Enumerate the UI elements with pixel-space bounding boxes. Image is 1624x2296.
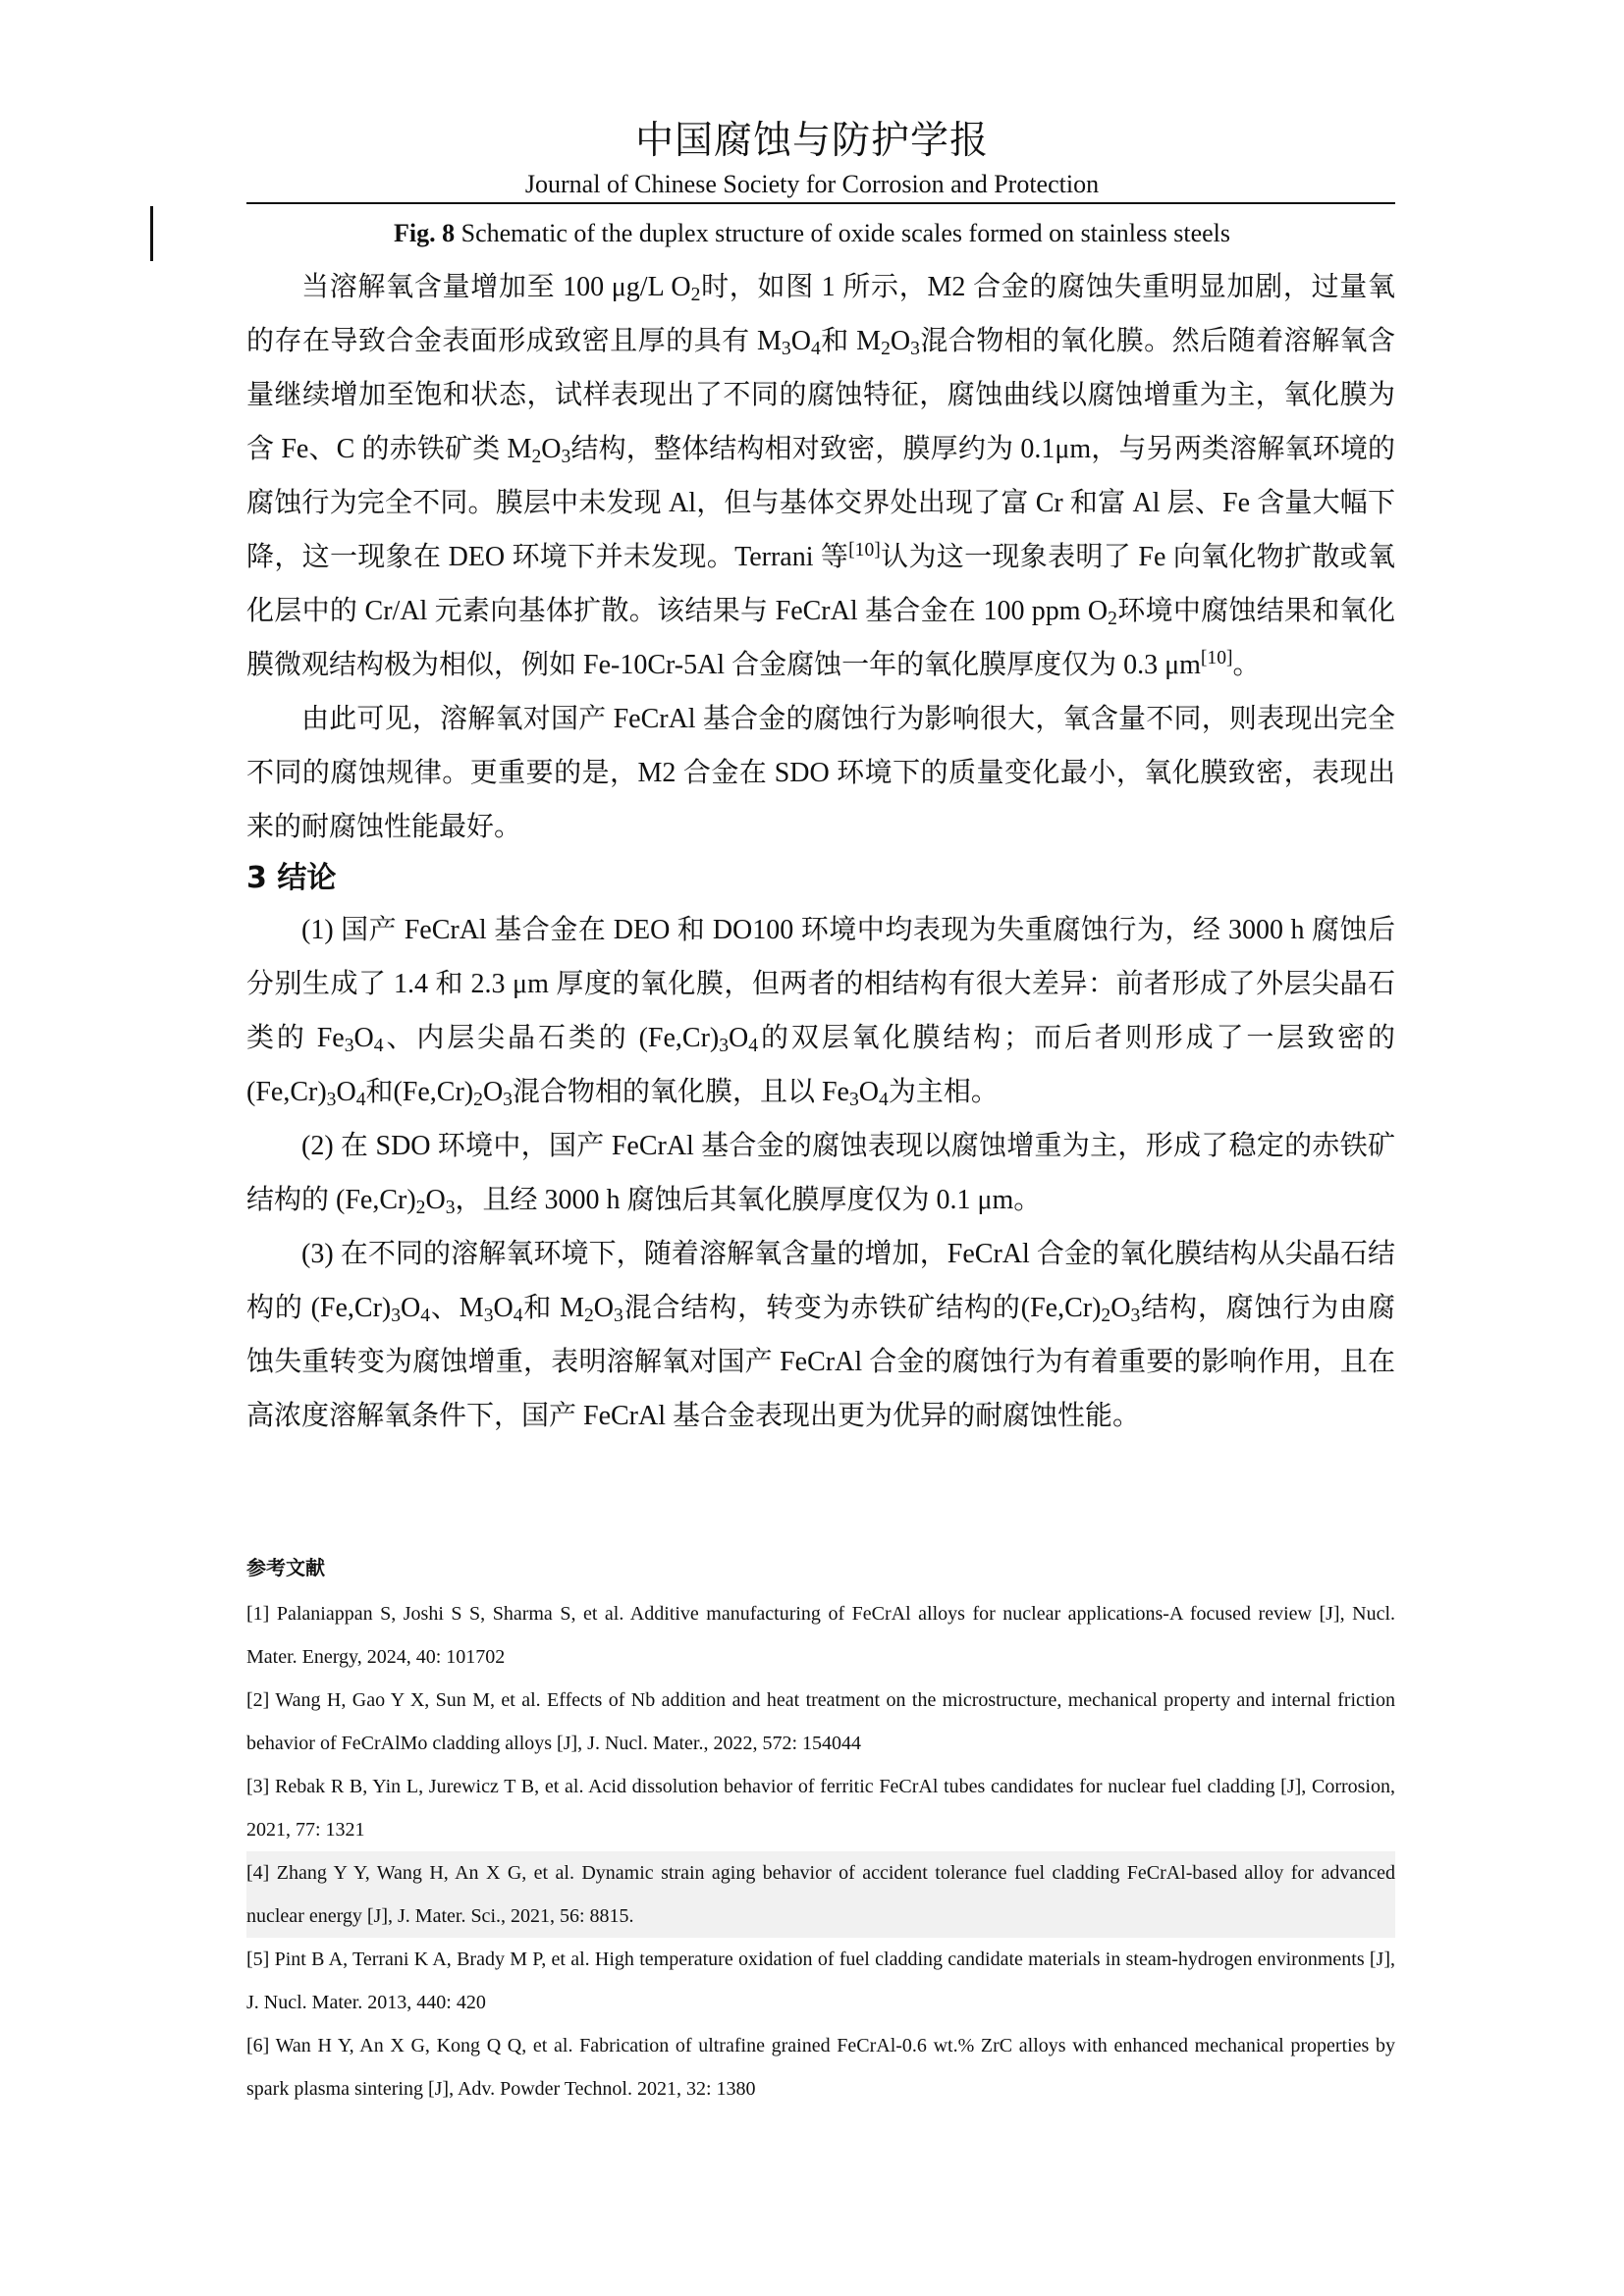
figure-caption-text: Schematic of the duplex structure of oxide scales formed on stainless steels <box>455 219 1230 247</box>
subscript: 3 <box>326 1089 337 1110</box>
text-run: 混合结构，转变为赤铁矿结构的(Fe,Cr) <box>623 1293 1102 1323</box>
subscript: 2 <box>415 1197 426 1218</box>
subscript: 3 <box>781 338 791 359</box>
text-run: O <box>353 1023 374 1053</box>
subscript: 4 <box>355 1089 366 1110</box>
reference-item: [3] Rebak R B, Yin L, Jurewicz T B, et al. Acid dissolution behavior of ferritic FeCrAl tubes candidates for nuclear fuel cladding [J], Corrosion, 2021, 77: 1321 <box>246 1776 1395 1841</box>
paragraph-dissolved-oxygen <box>246 260 1395 692</box>
text-run: 混合物相的氧化膜。然后随着溶解氧含量继续增加至饱和状态，试样表现出了不同的腐蚀特征，腐蚀曲线以腐蚀增重为主，氧化膜为含 Fe、C 的赤铁矿类 M <box>246 326 1395 464</box>
text-run: (1) 国产 FeCrAl 基合金在 DEO 和 DO100 环境中均表现为失重腐蚀行为，经 3000 h 腐蚀后分别生成了 1.4 和 2.3 μm 厚度的氧化膜，但两者的相结构有很大差异：前者形成了外层尖晶石类的 Fe <box>246 915 1395 1053</box>
text-run: 时，如图 1 所示，M2 合金的腐蚀失重明显加剧，过量氧的存在导致合金表面形成致密且厚的具有 M <box>246 272 1396 356</box>
references-section <box>246 1551 1395 2110</box>
text-run: O <box>593 1293 615 1323</box>
subscript: 3 <box>445 1197 456 1218</box>
text-run: (2) 在 SDO 环境中，国产 FeCrAl 基合金的腐蚀表现以腐蚀增重为主，形成了稳定的赤铁矿结构的 (Fe,Cr) <box>246 1131 1395 1215</box>
text-run: ，且经 3000 h 腐蚀后其氧化膜厚度仅为 0.1 μm。 <box>455 1185 1042 1215</box>
subscript: 4 <box>748 1035 759 1056</box>
subscript: 3 <box>483 1305 494 1326</box>
text-run: O <box>425 1185 446 1215</box>
conclusion-1 <box>246 903 1395 1119</box>
text-run: 、内层尖晶石类的 (Fe,Cr) <box>383 1023 720 1053</box>
journal-title-cn: 中国腐蚀与防护学报 <box>634 120 989 162</box>
reference-item: [4] Zhang Y Y, Wang H, An X G, et al. Dynamic strain aging behavior of accident tolerance fuel cladding FeCrAl-based alloy for advanced nuclear energy [J], J. Mater. Sci., 2021, 56: 8815. <box>246 1851 1395 1938</box>
subscript: 4 <box>513 1305 523 1326</box>
text-run: 混合物相的氧化膜，且以 Fe <box>512 1077 849 1107</box>
subscript: 2 <box>690 284 701 305</box>
text-run: 认为这一现象表明了 Fe 向氧化物扩散或氧化层中的 Cr/Al 元素向基体扩散。该结果与 FeCrAl 基合金在 100 ppm O <box>246 542 1395 626</box>
subscript: 2 <box>584 1305 594 1326</box>
subscript: 2 <box>473 1089 483 1110</box>
subscript: 2 <box>881 338 891 359</box>
text-run: O <box>790 326 811 356</box>
text-run: 结构，整体结构相对致密，膜厚约为 0.1μm，与另两类溶解氧环境的腐蚀行为完全不同。膜层中未发现 Al，但与基体交界处出现了富 Cr 和富 Al 层、Fe 含量大幅下降，这一现象在 DEO 环境下并未发现。Terrani 等 <box>246 434 1396 572</box>
header-divider <box>246 202 1395 204</box>
subscript: 3 <box>561 446 571 467</box>
subscript: 4 <box>420 1305 431 1326</box>
subscript: 3 <box>391 1305 402 1326</box>
text-run: O <box>890 326 911 356</box>
text-run: (3) 在不同的溶解氧环境下，随着溶解氧含量的增加，FeCrAl 合金的氧化膜结构从尖晶石结构的 (Fe,Cr) <box>246 1239 1395 1323</box>
text-run: O <box>493 1293 514 1323</box>
text-run: 结构，腐蚀行为由腐蚀失重转变为腐蚀增重，表明溶解氧对国产 FeCrAl 合金的腐蚀行为有着重要的影响作用，且在高浓度溶解氧条件下，国产 FeCrAl 基合金表现出更为优异的耐腐蚀性能。 <box>246 1293 1395 1431</box>
text-run: O <box>336 1077 356 1107</box>
conclusion-3 <box>246 1227 1395 1443</box>
text-run: 和 M <box>522 1293 584 1323</box>
text-run: O <box>482 1077 504 1107</box>
text-run: 、M <box>430 1293 484 1323</box>
reference-item: [5] Pint B A, Terrani K A, Brady M P, et al. High temperature oxidation of fuel cladding candidate materials in steam-hydrogen environments [J], J. Nucl. Mater. 2013, 440: 420 <box>246 1949 1395 2013</box>
text-run: O <box>401 1293 421 1323</box>
citation: [10] <box>1200 648 1233 669</box>
text-run: 环境中腐蚀结果和氧化膜微观结构极为相似，例如 Fe-10Cr-5Al 合金腐蚀一年的氧化膜厚度仅为 0.3 μm <box>246 596 1395 680</box>
text-run: O <box>541 434 562 464</box>
subscript: 2 <box>531 446 542 467</box>
subscript: 3 <box>503 1089 513 1110</box>
subscript: 3 <box>1130 1305 1141 1326</box>
subscript: 2 <box>1108 608 1117 629</box>
citation: [10] <box>848 540 881 561</box>
subscript: 3 <box>614 1305 623 1326</box>
text-run: O <box>1110 1293 1131 1323</box>
subscript: 4 <box>373 1035 384 1056</box>
subscript: 4 <box>879 1089 889 1110</box>
conclusion-2 <box>246 1119 1395 1227</box>
reference-item: [2] Wang H, Gao Y X, Sun M, et al. Effects of Nb addition and heat treatment on the microstructure, mechanical property and internal friction behavior of FeCrAlMo cladding alloys [J], J. Nucl. Mater., 2022, 572: 154044 <box>246 1689 1395 1754</box>
subscript: 3 <box>719 1035 730 1056</box>
body-text <box>246 260 1395 1443</box>
reference-item: [6] Wan H Y, An X G, Kong Q Q, et al. Fabrication of ultrafine grained FeCrAl-0.6 wt.% ZrC alloys with enhanced mechanical properties by spark plasma sintering [J], Adv. Powder Technol. 2021, 32: 1380 <box>246 2035 1395 2100</box>
figure-caption <box>0 214 1624 253</box>
text-run: 。 <box>1232 650 1261 680</box>
subscript: 3 <box>344 1035 354 1056</box>
references-title: 参考文献 <box>246 1556 325 1579</box>
subscript: 2 <box>1101 1305 1111 1326</box>
journal-title-en: Journal of Chinese Society for Corrosion and Protection <box>524 170 1100 198</box>
subscript: 3 <box>848 1089 859 1110</box>
figure-label: Fig. 8 <box>394 219 456 247</box>
subscript: 3 <box>910 338 920 359</box>
subscript: 4 <box>810 338 821 359</box>
text-run: 为主相。 <box>888 1077 999 1107</box>
paragraph-summary: 由此可见，溶解氧对国产 FeCrAl 基合金的腐蚀行为影响很大，氧含量不同，则表现出完全不同的腐蚀规律。更重要的是，M2 合金在 SDO 环境下的质量变化最小，氧化膜致密，表现出来的耐腐蚀性能最好。 <box>246 704 1395 842</box>
text-run: 当溶解氧含量增加至 100 μg/L O <box>301 272 691 302</box>
journal-header <box>0 118 1624 202</box>
reference-item: [1] Palaniappan S, Joshi S S, Sharma S, et al. Additive manufacturing of FeCrAl alloys for nuclear applications-A focused review [J], Nucl. Mater. Energy, 2024, 40: 101702 <box>246 1603 1395 1668</box>
text-run: O <box>729 1023 749 1053</box>
text-run: 和 M <box>820 326 882 356</box>
section-title-conclusions: 3 结论 <box>246 861 337 895</box>
text-run: O <box>858 1077 880 1107</box>
text-run: 和(Fe,Cr) <box>365 1077 474 1107</box>
text-run: 的双层氧化膜结构；而后者则形成了一层致密的(Fe,Cr) <box>246 1023 1395 1107</box>
